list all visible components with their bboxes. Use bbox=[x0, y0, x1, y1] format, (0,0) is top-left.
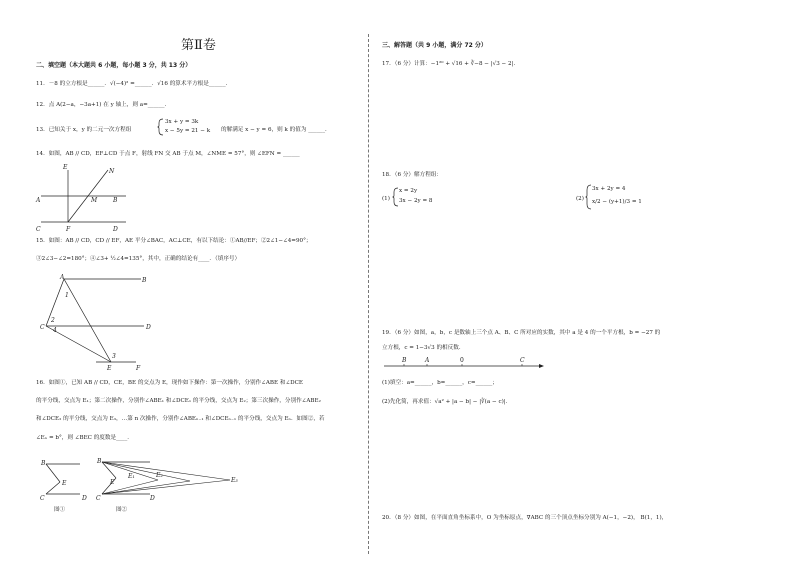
left-column bbox=[36, 0, 362, 562]
fig14-label-N: N bbox=[109, 168, 115, 175]
fig16b-label-E: E bbox=[110, 479, 115, 486]
question-15-line-2: ③2∠3−∠2=180°；④∠3+ ½∠4=135°，其中，正确的结论有____．（填序号） bbox=[36, 256, 241, 262]
fig14-label-E: E bbox=[63, 164, 68, 171]
question-19-line-2: 立方根，c = 1−3√3 的相反数． bbox=[382, 345, 465, 351]
figure-16 bbox=[40, 456, 240, 514]
question-13-lead: 13．已知关于 x，y 的二元一次方程组 bbox=[36, 127, 132, 133]
axis-label-B: B bbox=[402, 357, 407, 364]
question-13-tail: 的解满足 x − y = 6，则 k 的值为 ______． bbox=[221, 127, 331, 133]
q13-equation-1: 3x + y = 3k bbox=[165, 119, 199, 125]
fig14-label-D: D bbox=[113, 226, 118, 233]
axis-label-C: C bbox=[520, 357, 525, 364]
axis-label-zero: 0 bbox=[460, 357, 464, 364]
question-12: 12．点 A(2−a，−3a+1) 在 y 轴上，则 a=______． bbox=[36, 102, 171, 108]
question-16-line-2: 的平分线，交点为 E₁；第二次操作，分别作∠ABE₁ 和∠DCE₁ 的平分线，交点为 E₂；第三次操作，分别作∠ABE₂ bbox=[36, 398, 321, 404]
fig15-label-3: 3 bbox=[112, 353, 116, 360]
figure-14 bbox=[36, 162, 136, 234]
fig16a-label-B: B bbox=[41, 460, 46, 467]
fig15-label-F: F bbox=[136, 365, 141, 372]
fig14-label-A: A bbox=[36, 197, 41, 204]
q18-part-2-label: (2) bbox=[576, 196, 584, 202]
column-divider bbox=[368, 34, 369, 554]
question-18: 18．（6 分）解方程组： bbox=[382, 172, 442, 178]
fig15-label-B: B bbox=[142, 277, 147, 284]
fig14-label-B: B bbox=[113, 197, 118, 204]
question-15-line-1: 15．如图：AB // CD，CD // EF，AE 平分∠BAC，AC⊥CE，有以下结论：①AB//EF；②2∠1−∠4=90°； bbox=[36, 238, 312, 244]
fig15-label-C: C bbox=[40, 324, 45, 331]
section-3-heading: 三、解答题（共 9 小题，满分 72 分） bbox=[382, 42, 487, 49]
question-19-line-1: 19．（6 分）如图，a，b，c 是数轴上三个点 A、B、C 所对应的实数，其中 a 是 4 的一个平方根，b = −27 的 bbox=[382, 330, 661, 336]
fig15-label-A: A bbox=[60, 274, 65, 281]
fig16a-label-D: D bbox=[82, 495, 87, 502]
fig16b-label-E2: E₂ bbox=[156, 472, 163, 479]
fig15-label-1: 1 bbox=[65, 292, 69, 299]
fig14-label-M: M bbox=[91, 197, 98, 204]
question-17: 17．（6 分）计算：−1²⁰ + √16 + ∛−8 − |√3 − 2|． bbox=[382, 61, 520, 67]
right-column bbox=[376, 0, 766, 562]
fig16b-label-E1: E₁ bbox=[128, 473, 135, 480]
question-14: 14．如图，AB // CD，EF⊥CD 于点 F，射线 FN 交 AB 于点 M，∠NME = 57°，则 ∠EFN = ______ bbox=[36, 151, 300, 157]
fig16b-label-B: B bbox=[97, 458, 102, 465]
q18-1-equation-2: 3x − 2y = 8 bbox=[399, 198, 433, 204]
figure-15 bbox=[36, 274, 161, 372]
fig15-label-4: 4 bbox=[53, 327, 57, 334]
q18-1-equation-1: x = 2y bbox=[399, 188, 418, 194]
question-16-line-1: 16．如图①，已知 AB // CD，CE，BE 的交点为 E，现作如下操作：第一次操作，分别作∠ABE 和∠DCE bbox=[36, 380, 303, 386]
question-19-part-2: (2)先化简，再求值：√a² + |a − b| − |∛(a − c)|． bbox=[382, 399, 512, 405]
q18-2-equation-2: x/2 − (y+1)/3 = 1 bbox=[592, 199, 642, 205]
fig16-caption-2: 图② bbox=[116, 507, 128, 513]
question-19-part-1: (1)填空：a=______，b=______，c=______； bbox=[382, 380, 498, 386]
fig16b-label-C: C bbox=[96, 495, 101, 502]
fig15-label-D: D bbox=[146, 324, 151, 331]
q13-brace-icon bbox=[157, 118, 165, 136]
paper-title: 第Ⅱ卷 bbox=[181, 38, 216, 53]
question-16-line-3: 和∠DCE₂ 的平分线，交点为 E₃，…第 n 次操作，分别作∠ABEₙ₋₁ 和∠DCEₙ₋₁ 的平分线，交点为 Eₙ．如图②，若 bbox=[36, 416, 325, 422]
fig15-label-2: 2 bbox=[51, 317, 55, 324]
fig14-label-C: C bbox=[36, 226, 41, 233]
fig16b-label-D: D bbox=[150, 495, 155, 502]
fig14-label-F: F bbox=[66, 226, 71, 233]
fig16-caption-1: 图① bbox=[54, 507, 66, 513]
axis-label-A: A bbox=[425, 357, 430, 364]
fig16b-label-E3: E₃ bbox=[231, 477, 238, 484]
fig16a-label-C: C bbox=[40, 495, 45, 502]
section-2-heading: 二、填空题（本大题共 6 小题，每小题 3 分，共 13 分） bbox=[36, 62, 192, 69]
q13-equation-2: x − 5y = 21 − k bbox=[165, 128, 211, 134]
number-line bbox=[382, 356, 552, 372]
q18-part-1-label: (1) bbox=[382, 196, 390, 202]
fig16a-label-E: E bbox=[62, 480, 67, 487]
fig15-label-E: E bbox=[107, 365, 112, 372]
question-11: 11．－8 的立方根是______．√(−4)² =______．√16 的算术平方根是______． bbox=[36, 81, 232, 87]
question-20: 20．（8 分）如图，在平面直角坐标系中，O 为坐标原点，∇ABC 的三个顶点坐标分别为 A(−1，−2)， B(1，1)， bbox=[382, 515, 668, 521]
question-16-line-4: ∠Eₙ = b°，则 ∠BEC 的度数是____． bbox=[36, 435, 133, 441]
q18-2-equation-1: 3x + 2y = 4 bbox=[592, 186, 626, 192]
